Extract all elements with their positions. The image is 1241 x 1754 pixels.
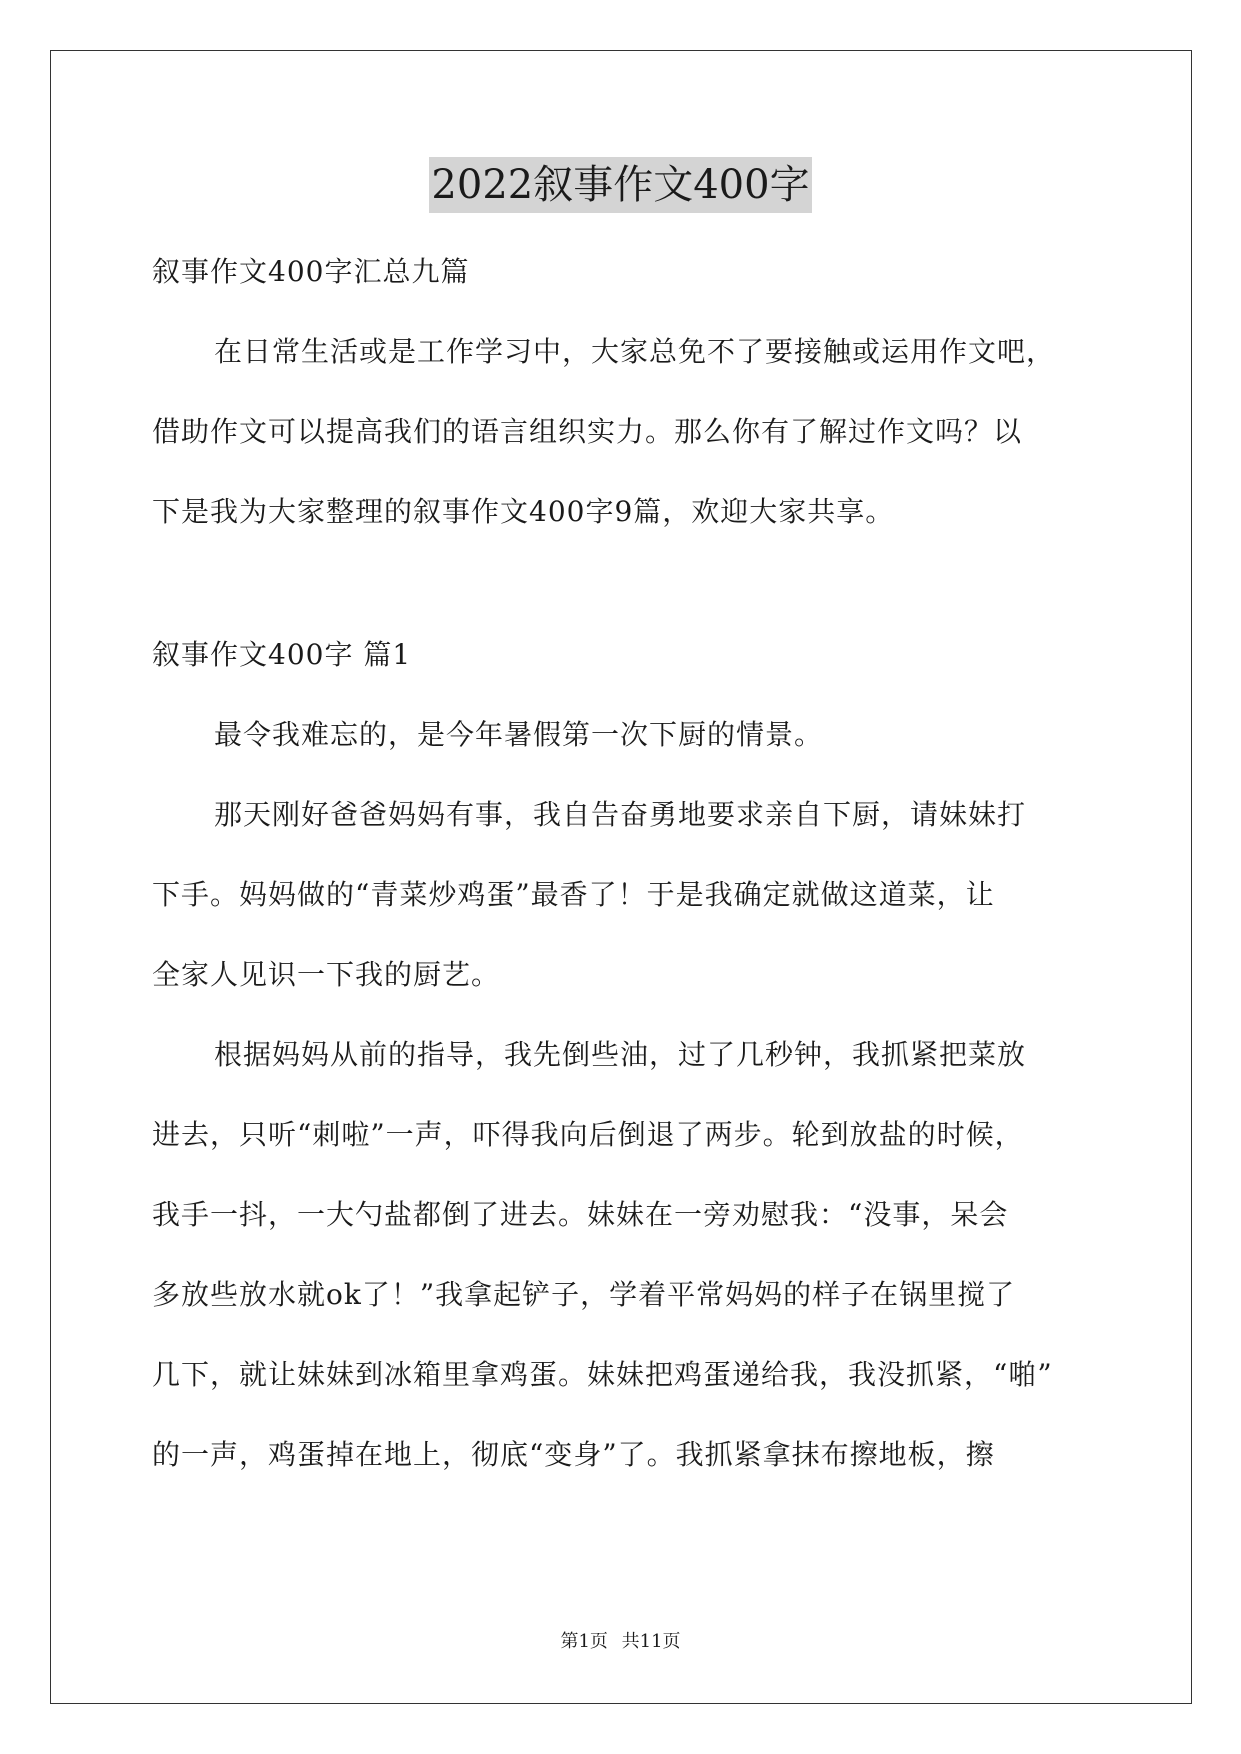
document-subtitle: 叙事作文400字汇总九篇 [152,255,470,288]
page-number: 第1页 [560,1631,608,1652]
page-total: 共11页 [621,1631,681,1652]
intro-paragraph-line: 下是我为大家整理的叙事作文400字9篇，欢迎大家共享。 [152,495,895,528]
body-paragraph-line: 的一声，鸡蛋掉在地上，彻底“变身”了。我抓紧拿抹布擦地板，擦 [152,1438,995,1471]
body-paragraph-line: 根据妈妈从前的指导，我先倒些油，过了几秒钟，我抓紧把菜放 [214,1038,1027,1071]
section-heading: 叙事作文400字 篇1 [152,638,412,671]
intro-paragraph-line: 在日常生活或是工作学习中，大家总免不了要接触或运用作文吧， [214,335,1056,368]
body-paragraph-line: 多放些放水就ok了！”我拿起铲子，学着平常妈妈的样子在锅里搅了 [152,1278,1016,1311]
body-paragraph-line: 几下，就让妹妹到冰箱里拿鸡蛋。妹妹把鸡蛋递给我，我没抓紧，“啪” [152,1358,1053,1391]
body-paragraph-line: 下手。妈妈做的“青菜炒鸡蛋”最香了！于是我确定就做这道菜，让 [152,878,995,911]
body-paragraph-line: 最令我难忘的，是今年暑假第一次下厨的情景。 [214,718,824,751]
body-paragraph-line: 进去，只听“刺啦”一声，吓得我向后倒退了两步。轮到放盐的时候， [152,1118,1024,1151]
body-paragraph-line: 那天刚好爸爸妈妈有事，我自告奋勇地要求亲自下厨，请妹妹打 [214,798,1027,831]
page-footer [0,1630,1241,1654]
document-title: 2022叙事作文400字 [429,157,811,213]
body-paragraph-line: 全家人见识一下我的厨艺。 [152,958,501,991]
intro-paragraph-line: 借助作文可以提高我们的语言组织实力。那么你有了解过作文吗？以 [152,415,1023,448]
body-paragraph-line: 我手一抖，一大勺盐都倒了进去。妹妹在一旁劝慰我：“没事，呆会 [152,1198,1009,1231]
title-container [0,157,1241,213]
